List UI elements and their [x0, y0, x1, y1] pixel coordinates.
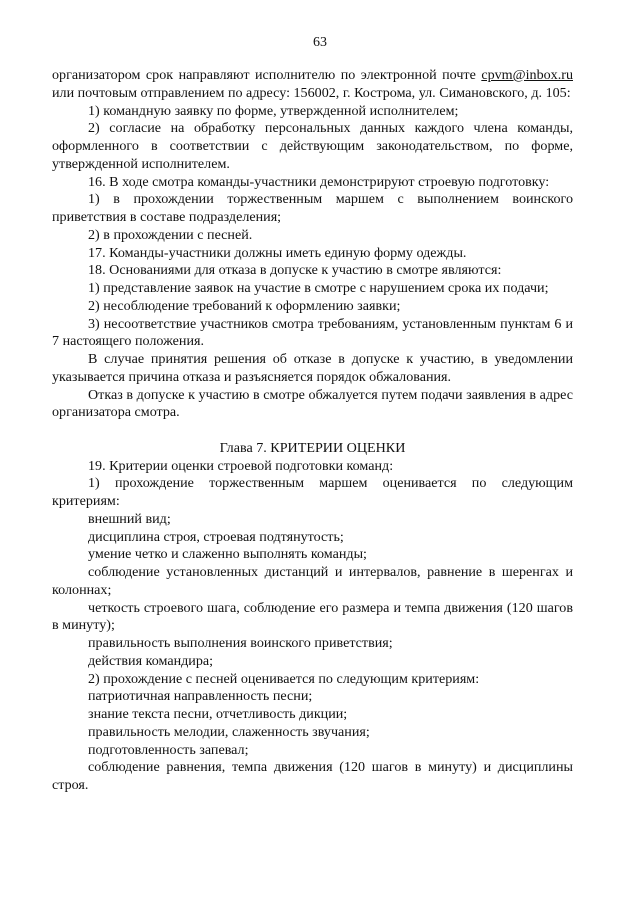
document-body	[52, 67, 573, 795]
list-item-team-application: 1) командную заявку по форме, утвержденной исполнителем;	[88, 102, 459, 119]
criterion-lyrics-diction: знание текста песни, отчетливость дикции;	[88, 706, 348, 722]
paragraph-text: организатором срок направляют исполнителю по электронной почте	[52, 67, 482, 83]
paragraph-refusal-appeal: Отказ в допуске к участию в смотре обжалуется путем подачи заявления в адрес организатора смотра.	[52, 386, 573, 421]
criterion-salute: правильность выполнения воинского приветствия;	[88, 635, 393, 651]
criterion-step: четкость строевого шага, соблюдение его размера и темпа движения (120 шагов в минуту);	[52, 599, 573, 634]
chapter-heading: Глава 7. КРИТЕРИИ ОЦЕНКИ	[219, 439, 406, 456]
criterion-discipline: дисциплина строя, строевая подтянутость;	[88, 528, 344, 545]
list-item-ceremonial-march: 1) в прохождении торжественным маршем с выполнением воинского приветствия в составе подразделения;	[52, 191, 573, 225]
paragraph-refusal-notice: В случае принятия решения об отказе в допуске к участию, в уведомлении указывается причина отказа и разъясняется порядок обжалования.	[52, 351, 573, 385]
list-item-nonconformity: 3) несоответствие участников смотра требованиям, установленным пунктам 6 и 7 настоящего положения.	[52, 315, 573, 350]
criterion-distances: соблюдение установленных дистанций и интервалов, равнение в шеренгах и колоннах;	[52, 564, 573, 598]
list-item-personal-data-consent: 2) согласие на обработку персональных данных каждого члена команды, оформленного в соответствии с действующим законодательством, по форме, утвержденной исполнителем.	[52, 120, 573, 172]
clause-16: 16. В ходе смотра команды-участники демонстрируют строевую подготовку:	[88, 173, 550, 190]
list-item-late-application: 1) представление заявок на участие в смотре с нарушением срока их подачи;	[88, 280, 549, 296]
clause-18: 18. Основаниями для отказа в допуске к участию в смотре являются:	[88, 262, 502, 279]
list-item-format-violation: 2) несоблюдение требований к оформлению заявки;	[88, 297, 401, 314]
paragraph-submission-address	[52, 67, 573, 103]
clause-19: 19. Критерии оценки строевой подготовки команд:	[88, 457, 394, 474]
list-item-song-criteria: 2) прохождение с песней оценивается по следующим критериям:	[88, 670, 480, 687]
criterion-commands: умение четко и слаженно выполнять команды;	[88, 546, 367, 563]
section-spacer	[52, 422, 573, 440]
criterion-lead-singers: подготовленность запевал;	[88, 741, 249, 758]
criterion-alignment-tempo: соблюдение равнения, темпа движения (120 шагов в минуту) и дисциплины строя.	[52, 759, 573, 793]
clause-17: 17. Команды-участники должны иметь единую форму одежды.	[88, 244, 467, 261]
criterion-melody: правильность мелодии, слаженность звучания;	[88, 723, 370, 740]
list-item-march-with-song: 2) в прохождении с песней.	[88, 226, 253, 243]
email-link[interactable]: cpvm@inbox.ru	[481, 67, 573, 83]
page-number: 63	[313, 35, 327, 50]
criterion-patriotic-song: патриотичная направленность песни;	[88, 688, 313, 705]
criterion-commander: действия командира;	[88, 652, 214, 669]
criterion-appearance: внешний вид;	[88, 510, 171, 527]
list-item-march-criteria: 1) прохождение торжественным маршем оценивается по следующим критериям:	[52, 475, 573, 509]
paragraph-text: или почтовым отправлением по адресу: 156002, г. Кострома, ул. Симановского, д. 105:	[52, 84, 571, 101]
